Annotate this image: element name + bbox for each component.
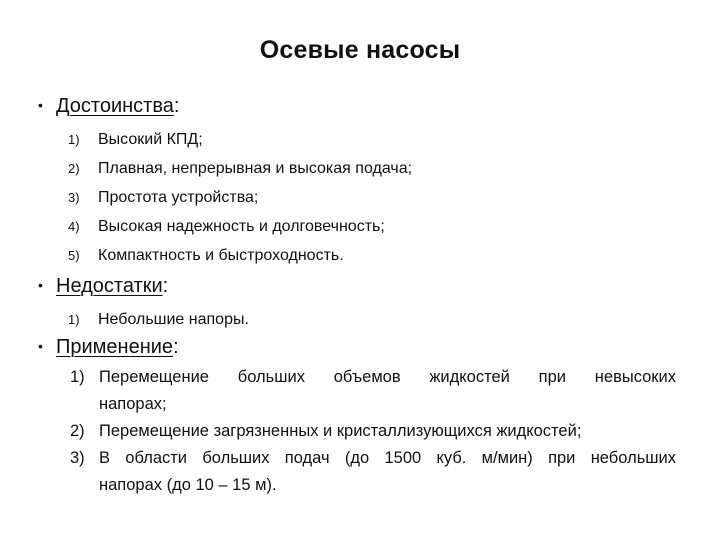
applications-list <box>70 364 676 499</box>
list-item: 3) Простота устройства; <box>68 189 259 206</box>
section-heading: • Достоинства: <box>38 92 688 119</box>
advantages-list <box>68 125 688 270</box>
bullet-icon: • <box>38 277 43 293</box>
page-title: Осевые насосы <box>259 36 461 64</box>
list-item: 5) Компактность и быстроходность. <box>68 247 344 264</box>
list-item: 1) Высокий КПД; <box>68 131 203 148</box>
section-applications <box>38 333 688 499</box>
list-item: 1) Перемещение больших объемов жидкостей при невысоких напорах; <box>70 368 676 413</box>
bullet-icon: • <box>38 338 43 354</box>
section-disadvantages <box>38 272 688 334</box>
section-advantages <box>38 92 688 270</box>
list-item: 4) Высокая надежность и долговечность; <box>68 218 385 235</box>
list-item: 1) Небольшие напоры. <box>68 311 249 328</box>
list-item: 2) Плавная, непрерывная и высокая подача; <box>68 160 413 177</box>
section-heading: • Недостатки: <box>38 272 688 299</box>
section-heading: • Применение: <box>38 333 688 360</box>
list-item: 3) В области больших подач (до 1500 куб. м/мин) при небольших напорах (до 10 – 15 м). <box>70 449 676 494</box>
disadvantages-list <box>68 305 688 334</box>
bullet-icon: • <box>38 97 43 113</box>
list-item: 2) Перемещение загрязненных и кристаллизующихся жидкостей; <box>70 422 582 440</box>
